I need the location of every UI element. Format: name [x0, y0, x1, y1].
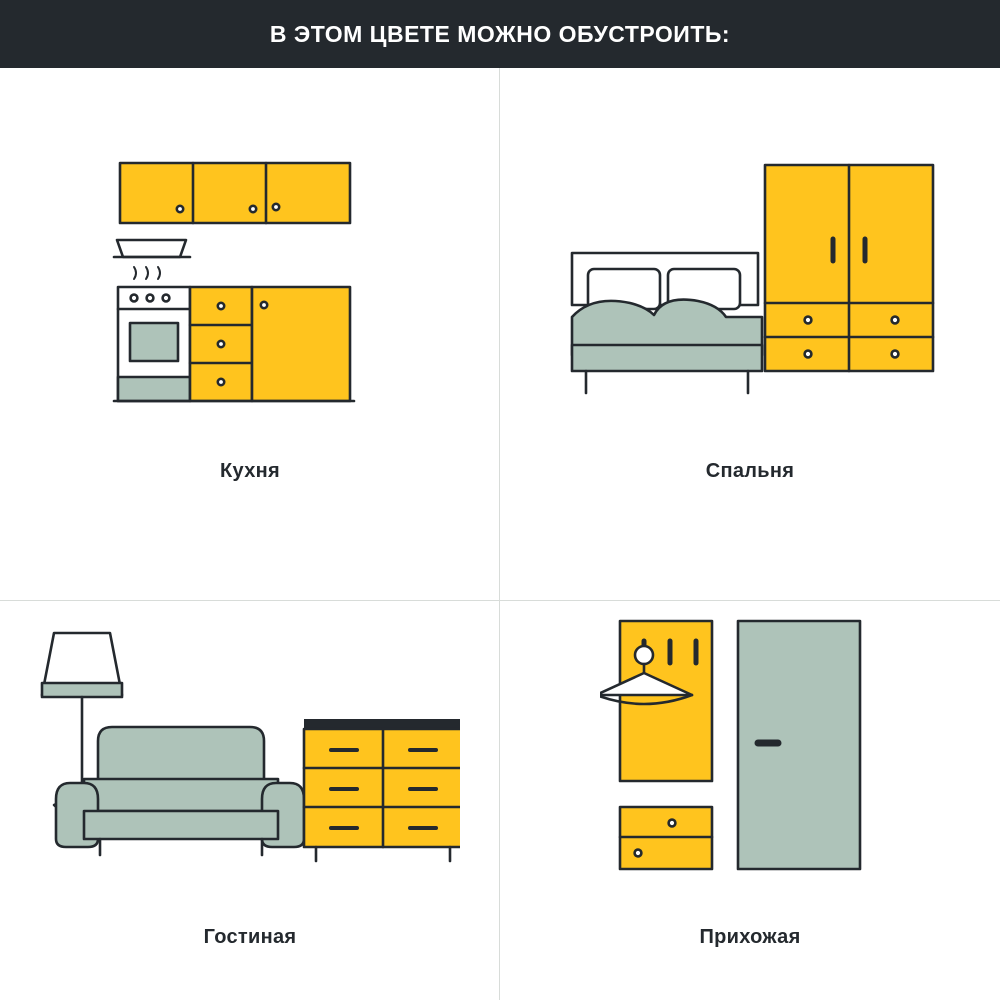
- room-caption-kitchen: Кухня: [220, 459, 280, 482]
- bedroom-art: [550, 120, 950, 450]
- room-cell-living-room[interactable]: [0, 534, 500, 1000]
- hallway-art: [600, 586, 900, 916]
- room-caption-living-room: Гостиная: [203, 925, 297, 948]
- room-grid: [0, 68, 1000, 1000]
- room-cell-bedroom[interactable]: [500, 68, 1000, 534]
- living-room-art: [40, 586, 460, 916]
- poster-header: [0, 0, 1000, 68]
- room-caption-hallway: Прихожая: [699, 925, 801, 948]
- kitchen-art: [110, 120, 390, 450]
- living-room-icon: [40, 611, 460, 891]
- page-title: В ЭТОМ ЦВЕТЕ МОЖНО ОБУСТРОИТЬ:: [269, 20, 731, 47]
- room-caption-bedroom: Спальня: [705, 459, 795, 482]
- room-cell-hallway[interactable]: [500, 534, 1000, 1000]
- bedroom-icon: [550, 145, 950, 425]
- room-cell-kitchen[interactable]: [0, 68, 500, 534]
- hallway-icon: [600, 611, 900, 891]
- kitchen-icon: [110, 145, 390, 425]
